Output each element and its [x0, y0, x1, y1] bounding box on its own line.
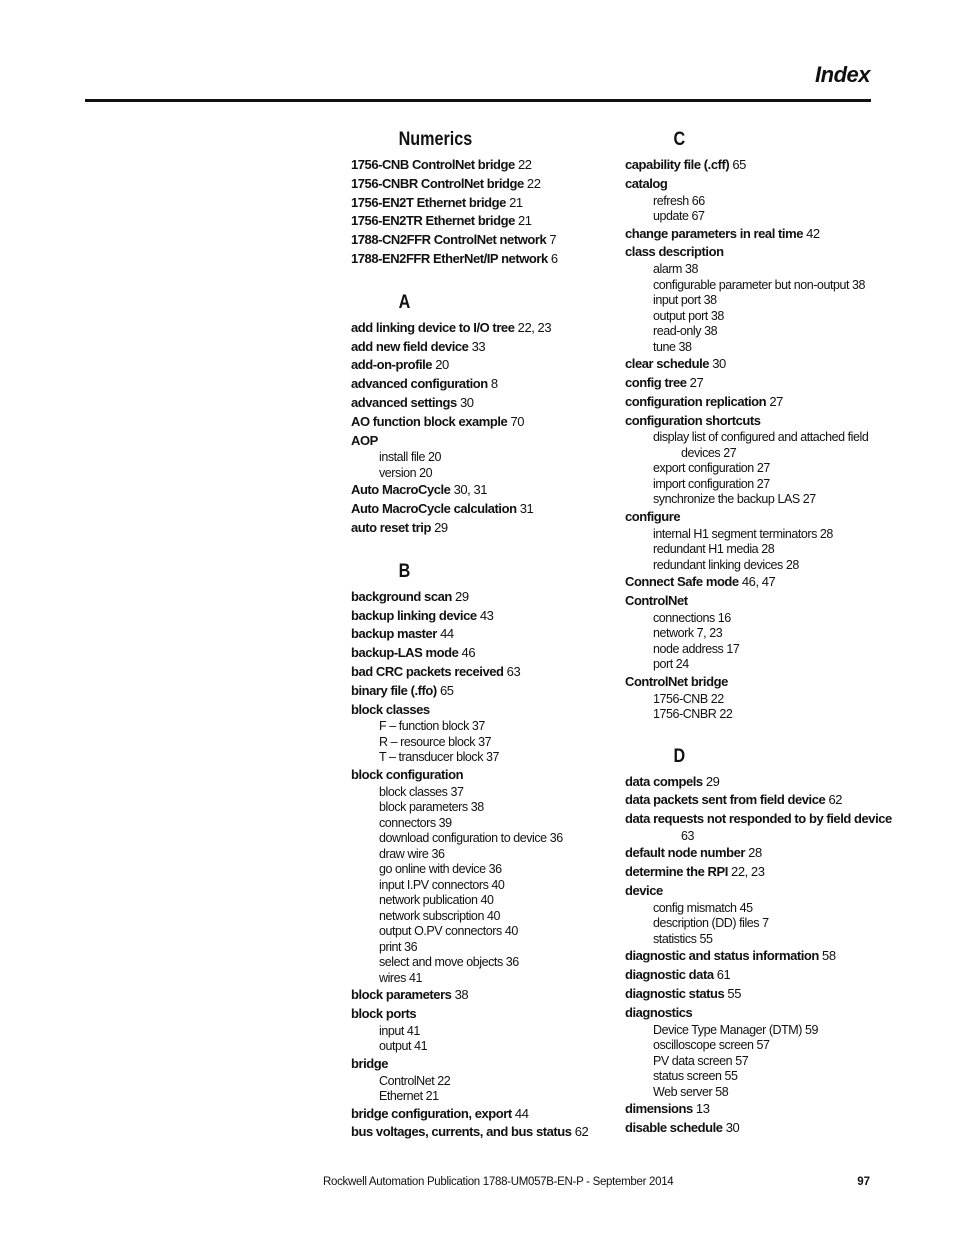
- index-entry: [351, 356, 611, 375]
- index-pages: 28: [745, 845, 762, 861]
- index-term: add-on-profile: [351, 357, 433, 373]
- index-entry: [351, 1055, 611, 1074]
- index-pages: 63: [503, 663, 521, 679]
- index-subentry: 1756-CNB 22: [653, 691, 724, 706]
- index-term: bridge: [351, 1055, 389, 1071]
- index-pages: 29: [430, 519, 448, 535]
- index-pages: 44: [436, 626, 454, 642]
- index-subentry: Device Type Manager (DTM) 59: [653, 1022, 819, 1037]
- footer-page-number: 97: [857, 1176, 870, 1188]
- index-pages: 61: [713, 967, 731, 983]
- index-term: bus voltages, currents, and bus status: [351, 1124, 572, 1140]
- index-entry: [625, 412, 885, 431]
- index-pages: 70: [507, 413, 525, 429]
- index-subentry: oscilloscope screen 57: [653, 1038, 770, 1053]
- index-term: background scan: [351, 588, 452, 604]
- index-subentry: F – function block 37: [379, 719, 485, 734]
- index-section: [351, 560, 611, 1142]
- index-pages: 46, 47: [738, 574, 776, 590]
- index-pages: 62: [571, 1124, 589, 1140]
- index-section: [625, 128, 885, 723]
- index-subentry: go online with device 36: [379, 862, 502, 877]
- index-subentry: 1756-CNBR 22: [653, 707, 733, 722]
- index-entry: [351, 682, 611, 701]
- index-term: Auto MacroCycle: [351, 482, 451, 498]
- index-entry: [351, 663, 611, 682]
- index-subentry: statistics 55: [653, 931, 713, 946]
- index-term: 1756-CNB ControlNet bridge: [351, 157, 515, 172]
- index-term: class description: [625, 244, 724, 260]
- index-entry: [625, 966, 885, 985]
- index-entry: [625, 947, 885, 966]
- index-term: ControlNet: [625, 592, 688, 608]
- index-subentry: connectors 39: [379, 815, 452, 830]
- index-term: Connect Safe mode: [625, 574, 739, 590]
- index-entry: [625, 773, 885, 792]
- index-term: 1788-EN2FFR EtherNet/IP network: [351, 250, 548, 266]
- index-section: [351, 291, 611, 538]
- index-entry: [625, 156, 885, 175]
- index-term: bad CRC packets received: [351, 663, 504, 679]
- index-entry: [351, 375, 611, 394]
- index-subentry: T – transducer block 37: [379, 750, 500, 765]
- index-subentry: network 7, 23: [653, 626, 723, 641]
- index-subentry: port 24: [653, 657, 689, 672]
- index-subentry: input I.PV connectors 40: [379, 877, 505, 892]
- index-entry: [625, 355, 885, 374]
- index-entry: [351, 1123, 611, 1142]
- index-term: binary file (.ffo): [351, 682, 437, 698]
- index-entry: [625, 882, 885, 901]
- index-subentry: output O.PV connectors 40: [379, 924, 518, 939]
- index-entry: [625, 810, 892, 829]
- index-entry: [351, 607, 611, 626]
- index-term: block parameters: [351, 987, 452, 1003]
- index-term: change parameters in real time: [625, 225, 803, 241]
- index-entry: [351, 250, 611, 269]
- index-subentry: block classes 37: [379, 784, 464, 799]
- index-section: [625, 745, 892, 1138]
- index-term: diagnostic data: [625, 967, 714, 983]
- index-entry: [625, 1004, 885, 1023]
- index-subentry: devices 27: [681, 445, 737, 460]
- index-term: clear schedule: [625, 356, 710, 372]
- index-term: 1756-EN2TR Ethernet bridge: [351, 213, 515, 229]
- index-pages: 30: [456, 394, 474, 410]
- index-subentry: display list of configured and attached field: [653, 430, 869, 445]
- index-subentry: tune 38: [653, 339, 692, 354]
- index-pages: 22, 23: [727, 864, 765, 880]
- index-term: data compels: [625, 773, 703, 789]
- section-heading: C: [673, 129, 686, 150]
- index-entry: [625, 791, 885, 810]
- index-subentry: download configuration to device 36: [379, 831, 563, 846]
- index-term: data packets sent from field device: [625, 792, 826, 808]
- index-pages: 27: [766, 393, 783, 409]
- index-subentry: status screen 55: [653, 1069, 738, 1084]
- index-term: data requests not responded to by field device: [625, 811, 892, 827]
- index-subentry: read-only 38: [653, 324, 718, 339]
- index-subentry: network publication 40: [379, 893, 494, 908]
- index-term: ControlNet bridge: [625, 673, 728, 689]
- index-subentry: input port 38: [653, 293, 717, 308]
- index-subentry: print 36: [379, 939, 418, 954]
- index-entry: [351, 1005, 611, 1024]
- index-pages: 44: [511, 1105, 529, 1121]
- index-entry: [625, 844, 885, 863]
- section-heading: B: [398, 560, 411, 582]
- index-term: 1756-CNBR ControlNet bridge: [351, 175, 524, 191]
- index-entry: [351, 500, 611, 519]
- index-entry: [351, 413, 611, 432]
- index-subentry: refresh 66: [653, 193, 705, 208]
- index-term: 1788-CN2FFR ControlNet network: [351, 232, 547, 248]
- index-subentry: network subscription 40: [379, 908, 500, 923]
- index-subentry: alarm 38: [653, 262, 699, 277]
- index-pages: 21: [505, 194, 523, 210]
- index-pages: 65: [729, 157, 746, 172]
- index-term: auto reset trip: [351, 519, 431, 535]
- index-term: backup linking device: [351, 607, 477, 623]
- index-section: [351, 128, 611, 269]
- index-pages: 30, 31: [450, 482, 488, 498]
- index-term: add linking device to I/O tree: [351, 319, 515, 335]
- index-subentry: update 67: [653, 209, 705, 224]
- section-heading: A: [398, 291, 411, 313]
- index-entry: [351, 231, 611, 250]
- index-pages: 46: [458, 645, 476, 661]
- index-pages: 30: [722, 1119, 740, 1135]
- index-pages: 22, 23: [514, 319, 552, 335]
- index-subentry: export configuration 27: [653, 461, 770, 476]
- index-entry: [625, 175, 885, 194]
- index-pages: 8: [487, 376, 498, 392]
- index-subentry: ControlNet 22: [379, 1073, 451, 1088]
- index-entry: [625, 225, 885, 244]
- index-term: dimensions: [625, 1101, 693, 1117]
- index-column-left: [351, 128, 611, 1164]
- index-subentry: description (DD) files 7: [653, 916, 769, 931]
- page-title: Index: [815, 62, 870, 87]
- index-subentry: configurable parameter but non-output 38: [653, 277, 866, 292]
- index-subentry: Ethernet 21: [379, 1089, 439, 1104]
- index-entry: [625, 863, 885, 882]
- index-entry: [625, 393, 885, 412]
- index-pages: 55: [724, 985, 741, 1001]
- index-pages: 6: [547, 250, 558, 266]
- index-pages: 22: [514, 157, 532, 172]
- index-subentry: PV data screen 57: [653, 1053, 749, 1068]
- index-term: config tree: [625, 374, 687, 390]
- index-entry: [351, 519, 611, 538]
- index-entry: [351, 432, 611, 451]
- index-term: advanced configuration: [351, 376, 488, 392]
- index-pages: 33: [468, 338, 486, 354]
- index-pages: 21: [514, 213, 532, 229]
- index-subentry: redundant H1 media 28: [653, 542, 775, 557]
- index-entry: [625, 243, 885, 262]
- index-subentry: Web server 58: [653, 1084, 729, 1099]
- index-term: AO function block example: [351, 413, 508, 429]
- index-entry: [625, 508, 885, 527]
- index-term: catalog: [625, 175, 668, 191]
- index-pages: 58: [818, 948, 836, 964]
- index-pages: 43: [476, 607, 494, 623]
- index-subentry: connections 16: [653, 610, 731, 625]
- section-heading: D: [673, 745, 686, 767]
- index-entry: [351, 1105, 611, 1124]
- index-term: AOP: [351, 432, 378, 448]
- index-entry: [351, 175, 611, 194]
- index-entry: [351, 212, 611, 231]
- index-term: determine the RPI: [625, 864, 728, 880]
- index-subentry: node address 17: [653, 641, 740, 656]
- index-term: Auto MacroCycle calculation: [351, 501, 517, 517]
- index-entry: [625, 1100, 885, 1119]
- index-term: capability file (.cff): [625, 157, 730, 172]
- index-entry: [351, 766, 611, 785]
- index-term: disable schedule: [625, 1119, 723, 1135]
- index-pages: 31: [516, 501, 534, 517]
- index-subentry: 63: [681, 828, 695, 843]
- index-subentry: R – resource block 37: [379, 734, 492, 749]
- index-entry: [351, 701, 611, 720]
- index-entry: [351, 986, 611, 1005]
- index-term: block ports: [351, 1005, 417, 1021]
- index-entry: [351, 644, 611, 663]
- index-subentry: block parameters 38: [379, 800, 484, 815]
- index-term: bridge configuration, export: [351, 1105, 512, 1121]
- index-entry: [625, 374, 885, 393]
- index-entry: [351, 194, 611, 213]
- index-term: 1756-EN2T Ethernet bridge: [351, 194, 506, 210]
- header-rule: [85, 99, 871, 102]
- index-subentry: wires 41: [379, 970, 422, 985]
- index-pages: 13: [692, 1101, 710, 1117]
- index-entry: [351, 319, 611, 338]
- index-term: add new field device: [351, 338, 469, 354]
- index-entry: [625, 573, 885, 592]
- index-subentry: input 41: [379, 1023, 420, 1038]
- index-term: block classes: [351, 701, 430, 717]
- index-subentry: install file 20: [379, 450, 442, 465]
- footer-publication: Rockwell Automation Publication 1788-UM057B-EN-P - September 2014: [323, 1176, 674, 1188]
- section-heading: Numerics: [398, 129, 473, 150]
- index-term: backup master: [351, 626, 437, 642]
- index-entry: [351, 338, 611, 357]
- index-pages: 29: [451, 588, 469, 604]
- index-pages: 65: [436, 682, 454, 698]
- index-term: backup-LAS mode: [351, 645, 459, 661]
- index-subentry: output 41: [379, 1039, 428, 1054]
- index-subentry: select and move objects 36: [379, 955, 519, 970]
- index-subentry: output port 38: [653, 308, 724, 323]
- index-pages: 20: [432, 357, 449, 373]
- index-term: block configuration: [351, 766, 464, 782]
- index-term: device: [625, 883, 663, 899]
- index-subentry: internal H1 segment terminators 28: [653, 526, 833, 541]
- index-pages: 42: [802, 225, 820, 241]
- index-pages: 30: [709, 356, 726, 372]
- index-pages: 62: [825, 792, 843, 808]
- index-pages: 38: [451, 987, 469, 1003]
- index-term: diagnostic status: [625, 985, 725, 1001]
- index-entry: [351, 588, 611, 607]
- index-subentry: config mismatch 45: [653, 900, 753, 915]
- index-term: configure: [625, 508, 681, 524]
- index-term: diagnostics: [625, 1004, 693, 1020]
- index-pages: 7: [546, 232, 557, 248]
- index-term: configuration replication: [625, 393, 767, 409]
- index-entry: [351, 156, 611, 175]
- index-subentry: redundant linking devices 28: [653, 557, 799, 572]
- index-pages: 29: [702, 773, 720, 789]
- index-column-right: [625, 128, 892, 1160]
- index-entry: [625, 1119, 885, 1138]
- index-entry: [351, 625, 611, 644]
- index-subentry: import configuration 27: [653, 476, 770, 491]
- index-entry: [625, 592, 885, 611]
- index-subentry: draw wire 36: [379, 846, 445, 861]
- index-term: advanced settings: [351, 394, 457, 410]
- index-pages: 22: [523, 175, 541, 191]
- index-subentry: synchronize the backup LAS 27: [653, 492, 816, 507]
- index-pages: 27: [686, 374, 704, 390]
- index-entry: [351, 394, 611, 413]
- index-term: configuration shortcuts: [625, 412, 761, 428]
- index-term: diagnostic and status information: [625, 948, 819, 964]
- index-entry: [625, 985, 885, 1004]
- index-term: default node number: [625, 845, 746, 861]
- index-entry: [625, 673, 885, 692]
- index-entry: [351, 481, 611, 500]
- index-subentry: version 20: [379, 465, 433, 480]
